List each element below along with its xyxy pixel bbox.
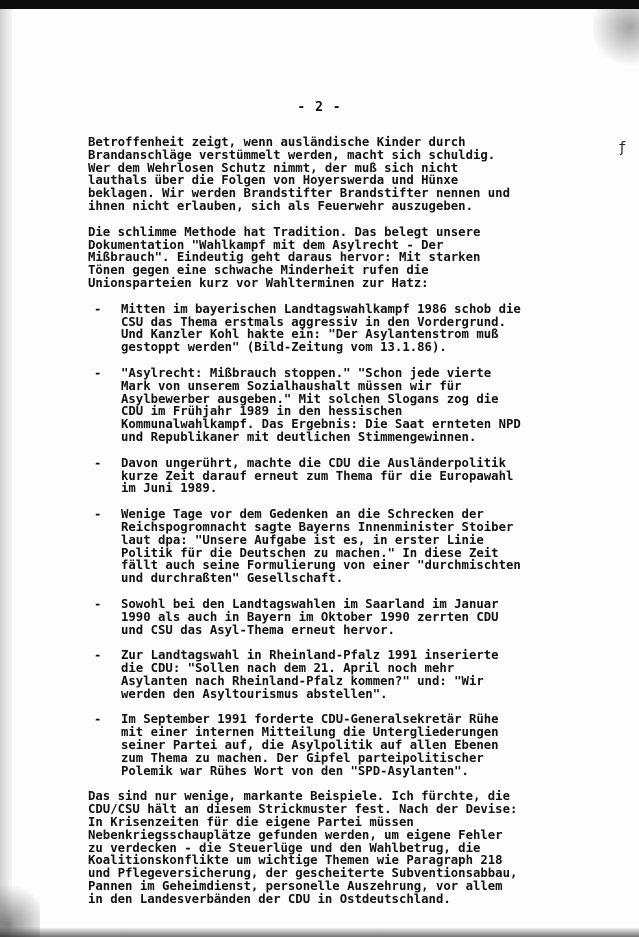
text-line: lauthals über die Folgen von Hoyerswerda und Hünxe bbox=[88, 173, 459, 188]
bullet-dash: - bbox=[94, 507, 102, 522]
scan-right-corner bbox=[593, 9, 639, 69]
bullet-item bbox=[88, 508, 528, 585]
text-line: seiner Partei auf, die Asylpolitik auf allen Ebenen bbox=[121, 738, 499, 753]
intro-section bbox=[88, 136, 528, 290]
text-line: Die schlimme Methode hat Tradition. Das belegt unsere bbox=[88, 224, 481, 239]
text-line: Kommunalwahlkampf. Das Ergebnis: Die Saat ernteten NPD bbox=[121, 417, 521, 432]
text-line: Politik für die Deutschen zu machen." In diese Zeit bbox=[121, 545, 499, 560]
intro-paragraph bbox=[88, 226, 528, 290]
text-line: Dokumentation "Wahlkampf mit dem Asylrecht - Der bbox=[88, 237, 444, 252]
text-line: Sowohl bei den Landtagswahlen im Saarland im Januar bbox=[121, 596, 499, 611]
intro-paragraph bbox=[88, 136, 528, 213]
scan-bottom-left bbox=[0, 877, 40, 937]
text-line: Betroffenheit zeigt, wenn ausländische Kinder durch bbox=[88, 135, 466, 149]
text-line: gestoppt werden" (Bild-Zeitung vom 13.1.86). bbox=[121, 340, 447, 355]
bullet-dash: - bbox=[94, 596, 102, 611]
text-line: Asylbewerber ausgeben." Mit solchen Slogans zog die bbox=[121, 391, 499, 406]
text-line: und CSU das Asyl-Thema erneut hervor. bbox=[121, 622, 395, 637]
text-line: im Juni 1989. bbox=[121, 481, 218, 496]
document-body bbox=[88, 136, 528, 919]
bullet-list bbox=[88, 303, 528, 778]
bullet-item bbox=[88, 649, 528, 700]
text-line: mit einer internen Mitteilung die Untergliederungen bbox=[121, 725, 499, 740]
text-line: Unionsparteien kurz vor Wahlterminen zur Hatz: bbox=[88, 275, 429, 290]
text-line: Davon ungerührt, machte die CDU die Ausländerpolitik bbox=[121, 455, 506, 470]
bullet-dash: - bbox=[94, 455, 102, 470]
text-line: beklagen. Wir werden Brandstifter Brandstifter nennen und bbox=[88, 186, 510, 201]
text-line: Tönen gegen eine schwache Minderheit rufen die bbox=[88, 263, 429, 278]
text-line: Mark von unserem Sozialhaushalt müssen wir für bbox=[121, 378, 462, 393]
bullet-item bbox=[88, 598, 528, 636]
text-line: Und Kanzler Kohl hakte ein: "Der Asylantenstrom muß bbox=[121, 327, 499, 342]
text-line: Nebenkriegsschauplätze gefunden werden, um eigene Fehler bbox=[88, 827, 503, 842]
page-number: - 2 - bbox=[297, 100, 342, 115]
text-line: zum Thema zu machen. Der Gipfel parteipolitischer bbox=[121, 750, 484, 765]
text-line: Im September 1991 forderte CDU-Generalsekretär Rühe bbox=[121, 712, 499, 727]
text-line: Wer dem Wehrlosen Schutz nimmt, der muß sich nicht bbox=[88, 160, 459, 175]
bullet-dash: - bbox=[94, 712, 102, 727]
text-line: und durchraßten" Gesellschaft. bbox=[121, 571, 344, 586]
text-line: Brandanschläge verstümmelt werden, macht sich schuldig. bbox=[88, 147, 496, 162]
text-line: werden den Asyltourismus abstellen". bbox=[121, 686, 388, 701]
text-line: "Asylrecht: Mißbrauch stoppen." "Schon jede vierte bbox=[121, 365, 492, 380]
text-line: Reichspogromnacht sagte Bayerns Innenminister Stoiber bbox=[121, 519, 514, 534]
text-line: CDU im Frühjahr 1989 in den hessischen bbox=[121, 404, 403, 419]
text-line: CSU das Thema erstmals aggressiv in den Vordergrund. bbox=[121, 314, 506, 329]
bullet-dash: - bbox=[94, 301, 102, 316]
text-line: ihnen nicht erlauben, sich als Feuerwehr auszugeben. bbox=[88, 198, 473, 213]
text-line: In Krisenzeiten für die eigene Partei müssen bbox=[88, 815, 414, 830]
text-line: Wenige Tage vor dem Gedenken an die Schrecken der bbox=[121, 507, 484, 522]
text-line: CDU/CSU hält an diesem Strickmuster fest. Nach der Devise: bbox=[88, 802, 518, 817]
text-line: und Republikaner mit deutlichen Stimmengewinnen. bbox=[121, 429, 477, 444]
scan-left-noise bbox=[0, 9, 12, 937]
text-line: 1990 als auch in Bayern im Oktober 1990 zerrten CDU bbox=[121, 609, 499, 624]
text-line: kurze Zeit darauf erneut zum Thema für die Europawahl bbox=[121, 468, 514, 483]
closing-paragraph bbox=[88, 790, 528, 905]
bullet-dash: - bbox=[94, 365, 102, 380]
text-line: Zur Landtagswahl in Rheinland-Pfalz 1991 inserierte bbox=[121, 648, 499, 663]
bullet-item bbox=[88, 457, 528, 495]
text-line: Mitten im bayerischen Landtagswahlkampf 1986 schob die bbox=[121, 301, 521, 316]
text-line: Mißbrauch". Eindeutig geht daraus hervor: Mit starken bbox=[88, 250, 481, 265]
text-line: fällt auch seine Formulierung von einer "durchmischten bbox=[121, 558, 521, 573]
text-line: Pannen im Geheimdienst, personelle Auszehrung, vor allem bbox=[88, 879, 503, 894]
scan-bottom-edge bbox=[0, 927, 639, 937]
bullet-item bbox=[88, 303, 528, 354]
text-line: laut dpa: "Unsere Aufgabe ist es, in erster Linie bbox=[121, 532, 484, 547]
text-line: Das sind nur wenige, markante Beispiele. Ich fürchte, die bbox=[88, 789, 510, 804]
text-line: und Pflegeversicherung, der gescheiterte Subventionsabbau, bbox=[88, 866, 518, 881]
text-line: die CDU: "Sollen nach dem 21. April noch mehr bbox=[121, 661, 455, 676]
text-line: in den Landesverbänden der CDU in Ostdeutschland. bbox=[88, 891, 451, 906]
text-line: Koalitionskonflikte um wichtige Themen wie Paragraph 218 bbox=[88, 853, 503, 868]
margin-mark: ƒ bbox=[618, 140, 627, 156]
text-line: Polemik war Rühes Wort von den "SPD-Asylanten". bbox=[121, 763, 469, 778]
bullet-item bbox=[88, 713, 528, 777]
text-line: Asylanten nach Rheinland-Pfalz kommen?" und: "Wir bbox=[121, 673, 484, 688]
bullet-dash: - bbox=[94, 648, 102, 663]
bullet-item bbox=[88, 367, 528, 444]
scan-top-edge bbox=[0, 0, 639, 9]
text-line: zu verdecken - die Steuerlüge und den Wahlbetrug, die bbox=[88, 840, 481, 855]
